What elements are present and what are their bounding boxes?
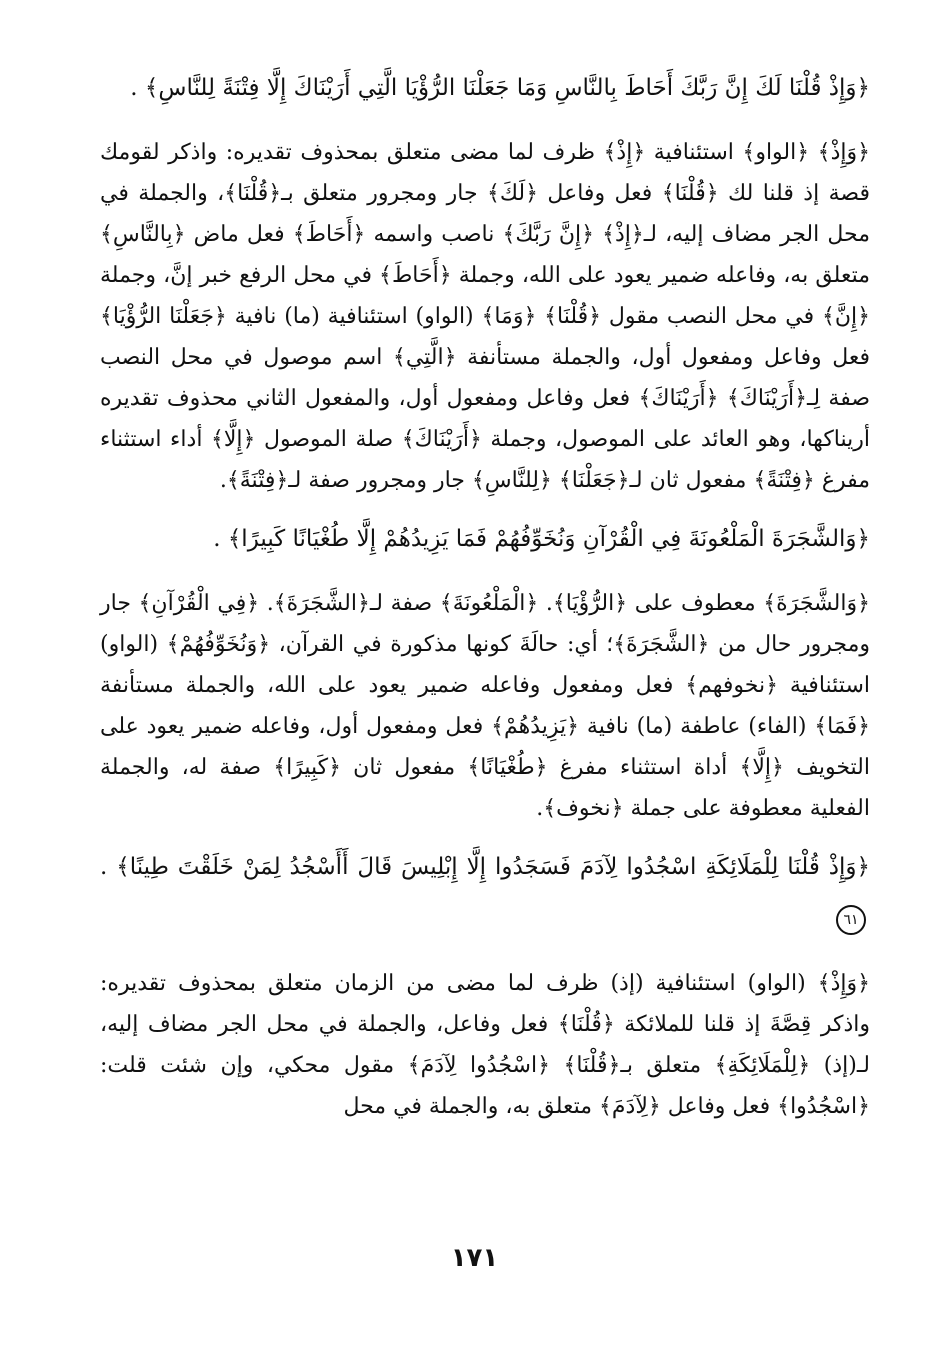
commentary-paragraph-1: ﴿وَإِذْ﴾ ﴿الواو﴾ استئنافية ﴿إِذْ﴾ ظرف لما مضى متعلق بمحذوف تقديره: واذكر لقومك قصة إذ قلنا لك ﴿قُلْنَا﴾ فعل وفاعل ﴿لَكَ﴾ جار ومجرور متعلق بـ﴿قُلْنَا﴾، والجملة في محل الجر مضاف إليه، لـ﴿إِذْ﴾ ﴿إِنَّ رَبَّكَ﴾ ناصب واسمه ﴿أَحَاطَ﴾ فعل ماض ﴿بِالنَّاسِ﴾ متعلق به، وفاعله ضمير يعود على الله، وجملة ﴿أَحَاطَ﴾ في محل الرفع خبر إنَّ، وجملة ﴿إِنَّ﴾ في محل النصب مقول ﴿قُلْنَا﴾ ﴿وَمَا﴾ (الواو) استئنافية (ما) نافية ﴿جَعَلْنَا الرُّؤْيَا﴾ فعل وفاعل ومفعول أول، والجملة مستأنفة ﴿الَّتِي﴾ اسم موصول في محل النصب صفة لِـ﴿أَرَيْنَاكَ﴾ ﴿أَرَيْنَاكَ﴾ فعل وفاعل ومفعول أول، والمفعول الثاني محذوف تقديره أريناكها، وهو العائد على الموصول، وجملة ﴿أَرَيْنَاكَ﴾ صلة الموصول ﴿إِلَّا﴾ أداء استثناء مفرغ ﴿فِتْنَةً﴾ مفعول ثان لـ﴿جَعَلْنَا﴾ ﴿لِلنَّاسِ﴾ جار ومجرور صفة لـ﴿فِتْنَةً﴾. — [100, 140, 870, 493]
commentary-paragraph-3: ﴿وَإِذْ﴾ (الواو) استئنافية (إذ) ظرف لما مضى من الزمان متعلق بمحذوف تقديره: واذكر قِصَّةَ إذ قلنا للملائكة ﴿قُلْنَا﴾ فعل وفاعل، والجملة في محل الجر مضاف إليه، لـ(إذ) ﴿لِلْمَلَائِكَةِ﴾ متعلق بـ﴿قُلْنَا﴾ ﴿اسْجُدُوا لِآدَمَ﴾ مقول محكي، وإن شئت قلت: ﴿اسْجُدُوا﴾ فعل وفاعل ﴿لِآدَمَ﴾ متعلق به، والجملة في محل — [100, 971, 870, 1119]
page-number: ١٧١ — [450, 1243, 499, 1273]
verse-number-medallion: ٦١ — [836, 905, 866, 935]
verse-text: ﴿وَإِذْ قُلْنَا لِلْمَلَائِكَةِ اسْجُدُوا لِآدَمَ فَسَجَدُوا إِلَّا إِبْلِيسَ قَالَ أَأَسْجُدُ لِمَنْ خَلَقْتَ طِينًا﴾ . — [100, 854, 870, 880]
verse-block-2: ﴿وَالشَّجَرَةَ الْمَلْعُونَةَ فِي الْقُرْآنِ وَنُخَوِّفُهُمْ فَمَا يَزِيدُهُمْ إِلَّا طُغْيَانًا كَبِيرًا﴾ . — [213, 526, 870, 552]
page-body — [100, 62, 870, 1139]
commentary-paragraph-2: ﴿وَالشَّجَرَةَ﴾ معطوف على ﴿الرُّؤْيَا﴾. ﴿الْمَلْعُونَةَ﴾ صفة لـ﴿الشَّجَرَةَ﴾. ﴿فِي الْقُرْآنِ﴾ جار ومجرور حال من ﴿الشَّجَرَةَ﴾؛ أي: حالَةَ كونها مذكورة في القرآن، ﴿وَنُخَوِّفُهُمْ﴾ (الواو) استئنافية ﴿نخوفهم﴾ فعل ومفعول وفاعله ضمير يعود على الله، والجملة مستأنفة ﴿فَمَا﴾ (الفاء) عاطفة (ما) نافية ﴿يَزِيدُهُمْ﴾ فعل ومفعول أول، وفاعله ضمير يعود على التخويف ﴿إِلَّا﴾ أداة استثناء مفرغ ﴿طُغْيَانًا﴾ مفعول ثان ﴿كَبِيرًا﴾ صفة له، والجملة الفعلية معطوفة على جملة ﴿نخوف﴾. — [100, 591, 870, 821]
verse-block-1: ﴿وَإِذْ قُلْنَا لَكَ إِنَّ رَبَّكَ أَحَاطَ بِالنَّاسِ وَمَا جَعَلْنَا الرُّؤْيَا الَّتِي أَرَيْنَاكَ إِلَّا فِتْنَةً لِلنَّاسِ﴾ . — [130, 75, 870, 101]
verse-block-3 — [100, 841, 870, 945]
